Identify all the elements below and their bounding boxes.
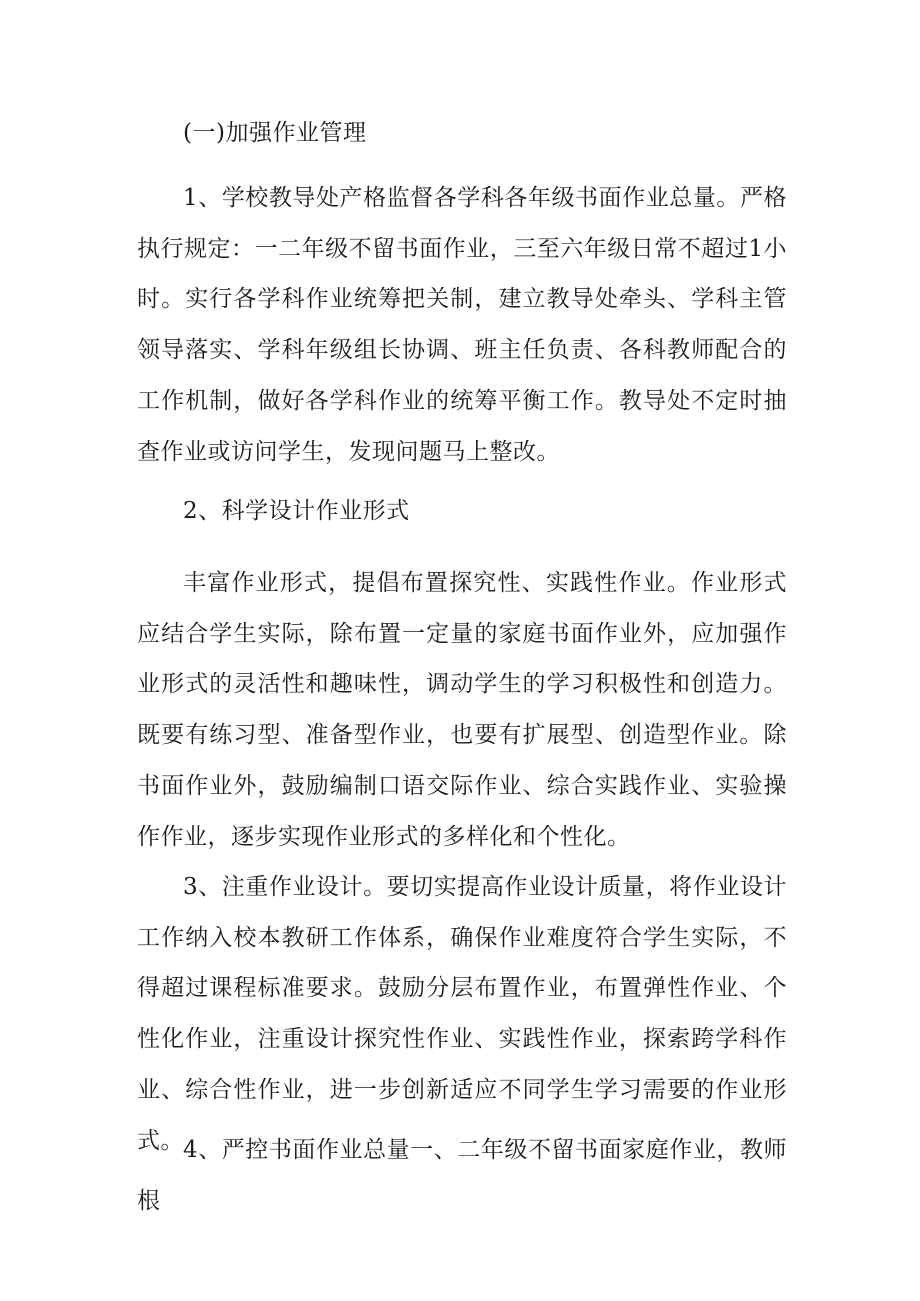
item-2-heading: 2、科学设计作业形式 <box>183 498 410 524</box>
paragraph-item-1: 1、学校教导处产格监督各学科各年级书面作业总量。严格执行规定：一二年级不留书面作业，三至六年级日常不超过1小时。实行各学科作业统筹把关制，建立教导处牵头、学科主管领导落实、学科年级组长协调、班主任负责、各科教师配合的工作机制，做好各学科作业的统筹平衡工作。教导处不定时抽查作业或访问学生，发现问题马上整改。 <box>137 185 787 465</box>
paragraph-item-2-body: 丰富作业形式，提倡布置探究性、实践性作业。作业形式应结合学生实际，除布置一定量的家庭书面作业外，应加强作业形式的灵活性和趣味性，调动学生的学习积极性和创造力。既要有练习型、准备型作业，也要有扩展型、创造型作业。除书面作业外，鼓励编制口语交际作业、综合实践作业、实验操作作业，逐步实现作业形式的多样化和个性化。 <box>137 570 787 850</box>
paragraph-item-4: 4、严控书面作业总量一、二年级不留书面家庭作业，教师根 <box>137 1137 787 1214</box>
paragraph-item-3: 3、注重作业设计。要切实提高作业设计质量，将作业设计工作纳入校本教研工作体系，确保作业难度符合学生实际，不得超过课程标准要求。鼓励分层布置作业，布置弹性作业、个性化作业，注重设计探究性作业、实践性作业，探索跨学科作业、综合性作业，进一步创新适应不同学生学习需要的作业形式。 <box>137 874 787 1154</box>
section-heading: (一)加强作业管理 <box>183 120 367 146</box>
